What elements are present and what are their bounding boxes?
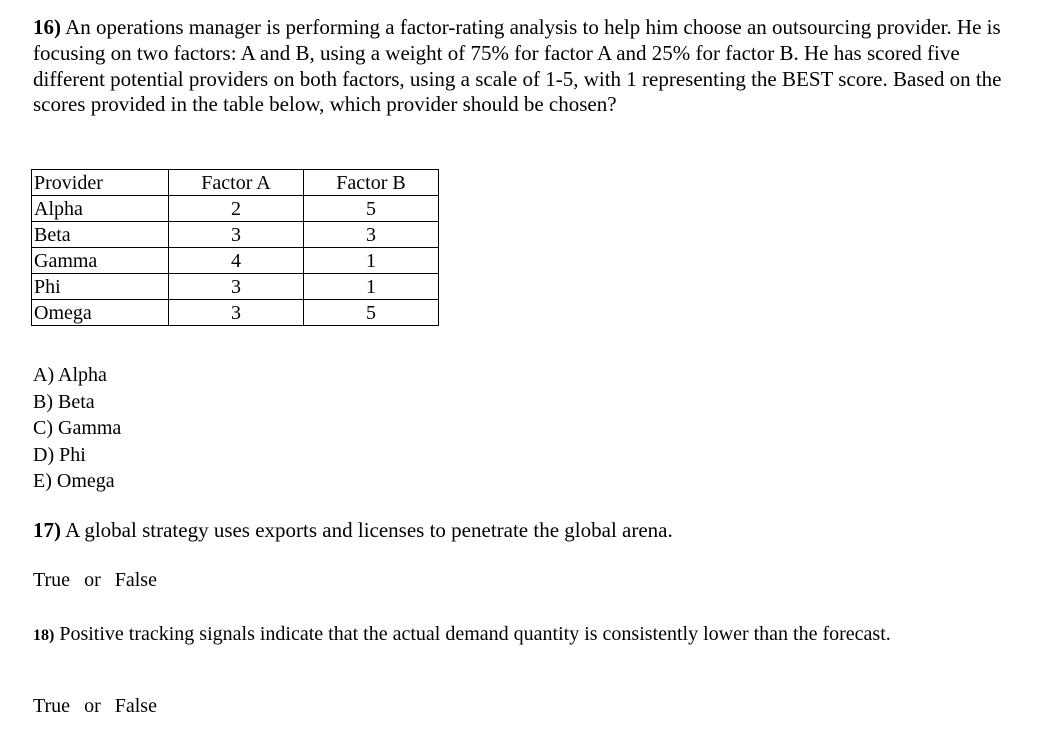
choice-a[interactable]: A) Alpha <box>33 364 107 386</box>
provider-name: Omega <box>32 300 169 326</box>
question-16-choices <box>33 362 121 495</box>
provider-name: Alpha <box>32 196 169 222</box>
question-17-true-false <box>33 569 157 592</box>
question-16 <box>33 15 1023 118</box>
table-row <box>32 300 439 326</box>
q17-or-label: or <box>84 569 101 591</box>
q18-false-option[interactable]: False <box>114 695 157 717</box>
factor-a-score: 3 <box>169 222 304 248</box>
factor-b-score: 5 <box>304 196 439 222</box>
header-factor-a: Factor A <box>169 170 304 196</box>
factor-a-score: 2 <box>169 196 304 222</box>
question-17-number: 17) <box>33 518 61 542</box>
factor-b-score: 1 <box>304 274 439 300</box>
factor-a-score: 4 <box>169 248 304 274</box>
provider-name: Gamma <box>32 248 169 274</box>
factor-b-score: 5 <box>304 300 439 326</box>
question-18 <box>33 619 1023 651</box>
choice-c[interactable]: C) Gamma <box>33 417 122 439</box>
factor-a-score: 3 <box>169 274 304 300</box>
choice-d[interactable]: D) Phi <box>33 443 86 466</box>
table-row <box>32 274 439 300</box>
table-row <box>32 248 439 274</box>
question-18-true-false <box>33 695 157 718</box>
factor-b-score: 1 <box>304 248 439 274</box>
question-17 <box>33 517 673 543</box>
question-17-text: A global strategy uses exports and licenses to penetrate the global arena. <box>65 518 673 542</box>
q18-true-option[interactable]: True <box>33 695 71 717</box>
choice-b[interactable]: B) Beta <box>33 390 95 413</box>
q17-true-option[interactable]: True <box>33 569 71 591</box>
table-row <box>32 196 439 222</box>
q17-false-option[interactable]: False <box>114 569 157 591</box>
provider-scores-table <box>31 169 439 326</box>
provider-name: Beta <box>32 222 169 248</box>
choice-e[interactable]: E) Omega <box>33 470 115 492</box>
question-18-text: Positive tracking signals indicate that the actual demand quantity is consistently lower than the forecast. <box>59 623 891 645</box>
table-row <box>32 222 439 248</box>
header-provider: Provider <box>32 170 169 196</box>
table-header-row <box>32 170 439 196</box>
provider-name: Phi <box>32 274 169 300</box>
question-16-number: 16) <box>33 15 61 39</box>
factor-b-score: 3 <box>304 222 439 248</box>
question-16-text: An operations manager is performing a factor-rating analysis to help him choose an outsourcing provider. He is focusing on two factors: A and B, using a weight of 75% for factor A and 25% for factor B. He has scored five different potential providers on both factors, using a scale of 1-5, with 1 representing the BEST score. Based on the scores provided in the table below, which provider should be chosen? <box>33 15 1002 117</box>
header-factor-b: Factor B <box>304 170 439 196</box>
question-18-number: 18) <box>33 627 55 644</box>
q18-or-label: or <box>84 695 101 717</box>
factor-a-score: 3 <box>169 300 304 326</box>
